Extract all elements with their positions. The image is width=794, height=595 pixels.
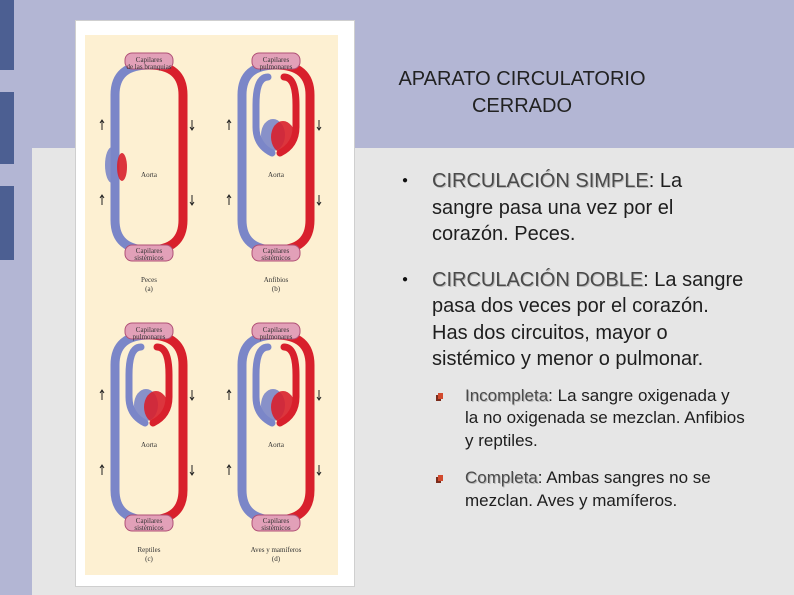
panel-letter: (d) [271, 555, 281, 563]
title-line-2: CERRADO [471, 95, 572, 117]
decor-bar [0, 0, 14, 70]
capillary-label: Capilares [262, 56, 290, 64]
circulation-diagram [85, 35, 338, 575]
left-band [0, 0, 32, 595]
capillary-label: Capilares [135, 56, 163, 64]
aorta-label: Aorta [268, 171, 284, 179]
capillary-label: pulmonares [259, 63, 293, 71]
capillary-label: sistémicos [134, 524, 164, 532]
bullet-term: CIRCULACIÓN SIMPLE [432, 170, 649, 192]
animal-label: Anfibios [263, 276, 289, 284]
panel-letter: (c) [145, 555, 153, 563]
sub-bullet-term: Completa [465, 468, 538, 487]
capillary-label: Capilares [135, 326, 163, 334]
panel-letter: (b) [271, 285, 281, 293]
flow-arrow [190, 390, 194, 400]
capillary-label: Capilares [135, 247, 163, 255]
bullet-double [400, 267, 745, 513]
flow-arrow [190, 465, 194, 475]
capillary-label: Capilares [262, 247, 290, 255]
flow-arrow [227, 120, 231, 130]
flow-arrow [227, 390, 231, 400]
capillary-label: sistémicos [261, 524, 291, 532]
flow-arrow [100, 195, 104, 205]
capillary-label: de las branquias [126, 63, 172, 71]
capillary-label: Capilares [135, 517, 163, 525]
heart-chamber [105, 147, 119, 183]
panel-letter: (a) [145, 285, 153, 293]
heart-chamber [117, 153, 127, 181]
artery-vessel [149, 65, 183, 250]
animal-label: Aves y mamíferos [250, 546, 302, 554]
title-line-1: APARATO CIRCULATORIO [398, 68, 646, 90]
capillary-label: Capilares [262, 326, 290, 334]
flow-arrow [100, 120, 104, 130]
aorta-label: Aorta [141, 441, 157, 449]
animal-label: Peces [141, 276, 157, 284]
flow-arrow [317, 390, 321, 400]
flow-arrow [227, 195, 231, 205]
sub-bullet-text: : Ambas sangres no se mezclan. Aves y mamíferos. [465, 468, 711, 510]
decor-bar [0, 186, 14, 260]
sub-bullet-term: Incompleta [465, 385, 549, 405]
capillary-label: pulmonares [259, 333, 293, 341]
bullet-list [400, 168, 745, 531]
flow-arrow [190, 120, 194, 130]
aorta-label: Aorta [141, 171, 157, 179]
sub-bullet-text: : La sangre oxigenada y la no oxigenada se mezclan. Anfibios y reptiles. [465, 385, 745, 450]
sub-bullet-incomplete [432, 385, 745, 453]
decor-bar [0, 92, 14, 164]
flow-arrow [100, 390, 104, 400]
heart-chamber [271, 391, 295, 423]
capillary-label: Capilares [262, 517, 290, 525]
flow-arrow [317, 120, 321, 130]
bullet-term: CIRCULACIÓN DOBLE [432, 268, 644, 291]
heart-chamber [144, 391, 168, 423]
flow-arrow [190, 195, 194, 205]
bullet-text: : La sangre pasa dos veces por el corazón. Has dos circuitos, mayor o sistémico y menor o pulmonar. [432, 268, 744, 370]
flow-arrow [317, 195, 321, 205]
bullet-simple [400, 168, 745, 248]
sub-bullet-complete [432, 467, 745, 512]
sub-bullet-list [432, 385, 745, 513]
flow-arrow [227, 465, 231, 475]
bullet-text: : La sangre pasa una vez por el corazón. Peces. [432, 170, 683, 245]
circulation-figure [85, 35, 338, 575]
aorta-label: Aorta [268, 441, 284, 449]
flow-arrow [100, 465, 104, 475]
slide-title [352, 66, 692, 120]
heart-chamber [271, 121, 295, 153]
capillary-label: sistémicos [261, 254, 291, 262]
capillary-label: sistémicos [134, 254, 164, 262]
flow-arrow [317, 465, 321, 475]
animal-label: Reptiles [137, 546, 161, 554]
capillary-label: pulmonares [132, 333, 166, 341]
